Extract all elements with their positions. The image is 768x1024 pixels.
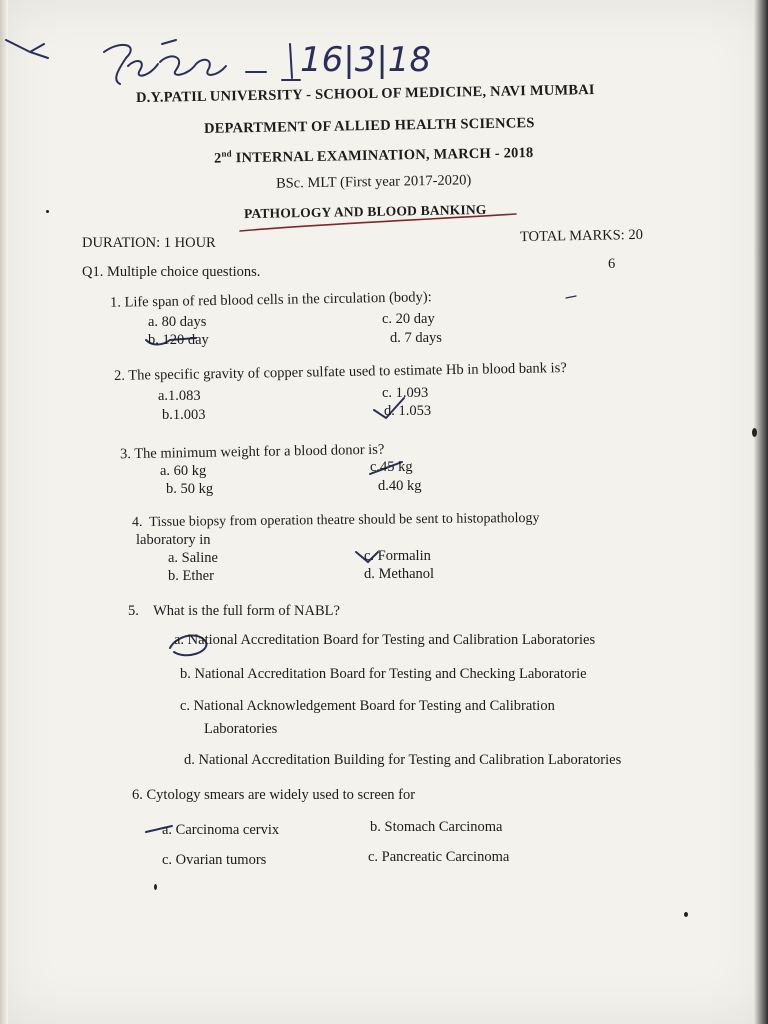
corner-tick-mark — [6, 40, 48, 58]
option-a: a. Carcinoma cervix — [162, 822, 280, 838]
stray-mark — [566, 296, 576, 298]
option-b: b. Ether — [168, 568, 214, 584]
subject-name: PATHOLOGY AND BLOOD BANKING — [243, 201, 487, 222]
question-text — [128, 603, 340, 620]
option-c-cont: Laboratories — [204, 721, 278, 737]
question-stem: Tissue biopsy from operation theatre should be sent to histopathology — [149, 510, 540, 530]
option-d: d.40 kg — [378, 478, 422, 494]
option-a: a. 60 kg — [160, 463, 207, 479]
option-a: a. 80 days — [148, 314, 207, 330]
option-d: d. 7 days — [390, 330, 442, 346]
duration: DURATION: 1 HOUR — [82, 235, 216, 251]
ink-speck — [154, 884, 157, 890]
ink-speck — [46, 210, 49, 213]
section-title: Q1. Multiple choice questions. — [82, 264, 261, 280]
question-text — [132, 787, 415, 804]
option-a: a. Saline — [168, 550, 218, 566]
option-b: b. 50 kg — [166, 481, 214, 497]
ink-speck — [684, 912, 688, 917]
question-number: 3. — [119, 446, 132, 463]
option-b: b. 120 day — [148, 332, 209, 348]
university-name: D.Y.PATIL UNIVERSITY - SCHOOL OF MEDICINE, NAVI MUMBAI — [135, 81, 595, 107]
option-c: c. Formalin — [364, 548, 431, 564]
ink-speck — [752, 428, 757, 437]
question-number: 2. — [113, 367, 126, 384]
option-d: d. National Accreditation Building for Testing and Calibration Laboratories — [184, 752, 622, 768]
score: 6 — [608, 256, 616, 272]
option-a: a.1.083 — [158, 388, 201, 404]
date-box-stroke — [290, 44, 292, 78]
question-stem: Cytology smears are widely used to screen for — [146, 787, 416, 803]
question-stem: What is the full form of NABL? — [153, 603, 340, 619]
exam-ordinal-suffix: nd — [221, 148, 232, 159]
question-number: 1. — [109, 294, 122, 311]
exam-ordinal: 2 — [213, 150, 222, 167]
handwritten-date: 16|3|18 — [300, 40, 432, 80]
option-c: c. 1.093 — [382, 385, 429, 401]
question-number: 5. — [128, 603, 139, 619]
option-b: b.1.003 — [162, 407, 206, 423]
option-c: c. Ovarian tumors — [162, 852, 267, 868]
question-stem: The minimum weight for a blood donor is? — [134, 441, 385, 463]
option-c: c. 20 day — [382, 311, 435, 327]
department-name: DEPARTMENT OF ALLIED HEALTH SCIENCES — [203, 115, 535, 137]
question-number: 4. — [131, 515, 143, 531]
option-c: c.45 kg — [370, 459, 413, 475]
question-stem-cont: laboratory in — [136, 532, 211, 548]
option-d: d. Methanol — [364, 566, 435, 582]
option-b: b. National Accreditation Board for Testing and Checking Laboratorie — [180, 666, 587, 682]
exam-title-rest: INTERNAL EXAMINATION, MARCH - 2018 — [231, 145, 534, 167]
option-d: d. 1.053 — [384, 403, 432, 419]
question-stem: Life span of red blood cells in the circulation (body): — [124, 289, 432, 311]
option-a: a. National Accreditation Board for Testing and Calibration Laboratories — [174, 632, 596, 648]
total-marks: TOTAL MARKS: 20 — [519, 226, 644, 246]
option-c: c. National Acknowledgement Board for Testing and Calibration — [180, 698, 555, 714]
question-stem: The specific gravity of copper sulfate used to estimate Hb in blood bank is? — [128, 360, 567, 384]
option-d: c. Pancreatic Carcinoma — [368, 849, 510, 865]
handwritten-signature — [104, 40, 226, 84]
question-number: 6. — [132, 787, 143, 803]
course-name: BSc. MLT (First year 2017-2020) — [275, 172, 472, 192]
option-b: b. Stomach Carcinoma — [370, 819, 503, 835]
